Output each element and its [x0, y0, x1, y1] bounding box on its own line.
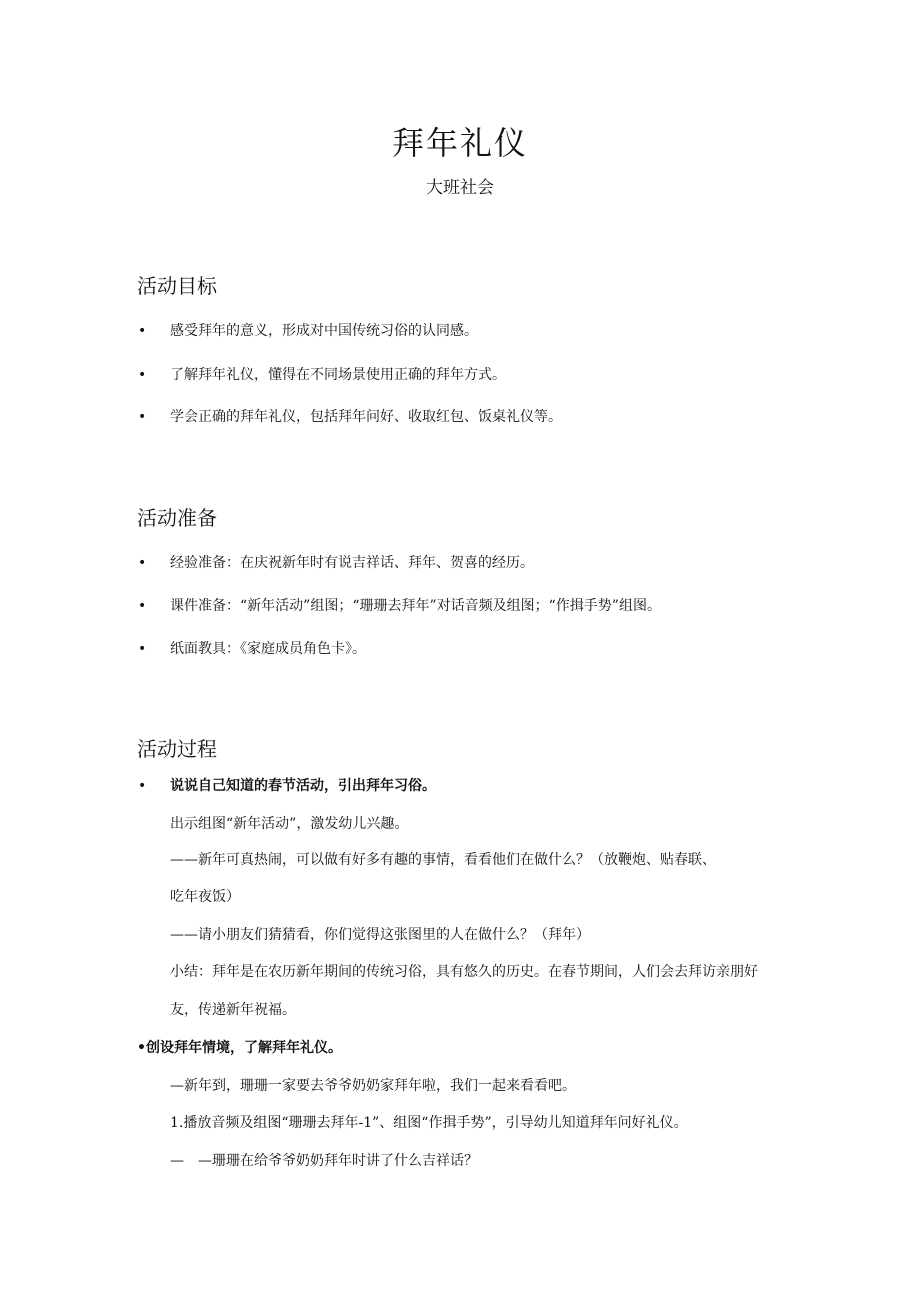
process-step-1-line: 吃年夜饭） [170, 889, 240, 905]
bullet-icon: • [138, 323, 147, 339]
bullet-icon: • [138, 367, 147, 383]
bullet-icon: • [138, 598, 147, 614]
page-title: 拜年礼仪 [391, 124, 528, 162]
page-subtitle: 大班社会 [426, 178, 494, 198]
bullet-icon: • [138, 641, 147, 657]
process-step-1-summary: 小结：拜年是在农历新年期间的传统习俗，具有悠久的历史。在春节期间，人们会去拜访亲朋好 [170, 964, 758, 980]
process-step-2-line: 1.播放音频及组图“珊珊去拜年-1”、组图“作揖手势”，引导幼儿知道拜年问好礼仪。 [170, 1115, 688, 1131]
process-step-1-line: 出示组图“新年活动”，激发幼儿兴趣。 [170, 816, 409, 832]
goal-item-1: 感受拜年的意义，形成对中国传统习俗的认同感。 [170, 323, 478, 339]
process-step-2-line: — —珊珊在给爷爷奶奶拜年时讲了什么吉祥话？ [170, 1153, 478, 1169]
goal-item-2: 了解拜年礼仪，懂得在不同场景使用正确的拜年方式。 [170, 367, 506, 383]
section-heading-goals: 活动目标 [137, 274, 217, 298]
prep-item-3: 纸面教具：《家庭成员角色卡》。 [170, 641, 366, 657]
process-step-1-line: ——请小朋友们猜猜看，你们觉得这张图里的人在做什么？（拜年） [170, 927, 590, 943]
prep-item-2: 课件准备：“新年活动”组图；“珊珊去拜年”对话音频及组图；“作揖手势”组图。 [170, 598, 661, 614]
process-step-1-summary-cont: 友，传递新年祝福。 [170, 1002, 296, 1018]
goal-item-3: 学会正确的拜年礼仪，包括拜年问好、收取红包、饭桌礼仪等。 [170, 409, 562, 425]
process-step-1-title: 说说自己知道的春节活动，引出拜年习俗。 [170, 778, 436, 794]
section-heading-preparation: 活动准备 [137, 506, 217, 530]
prep-item-1: 经验准备：在庆祝新年时有说吉祥话、拜年、贺喜的经历。 [170, 555, 534, 571]
bullet-icon: • [138, 555, 147, 571]
bullet-icon: • [138, 409, 147, 425]
bullet-icon: • [138, 778, 147, 794]
process-step-1-line: ——新年可真热闹，可以做有好多有趣的事情，看看他们在做什么？（放鞭炮、贴春联、 [170, 852, 716, 868]
process-step-2-title: •创设拜年情境，了解拜年礼仪。 [137, 1040, 342, 1056]
process-step-2-line: —新年到，珊珊一家要去爷爷奶奶家拜年啦，我们一起来看看吧。 [170, 1078, 576, 1094]
section-heading-process: 活动过程 [137, 737, 217, 761]
